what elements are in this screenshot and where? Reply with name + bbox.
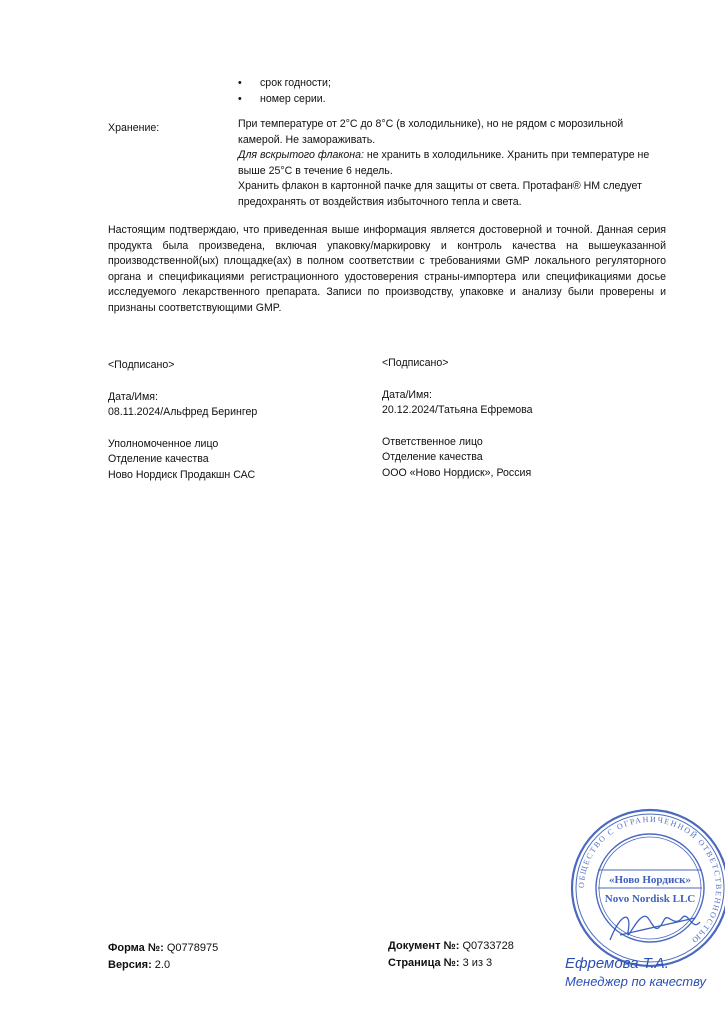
footer-document-info	[388, 938, 514, 972]
footer-form-info	[108, 940, 218, 974]
date-label: Дата/Имя:	[108, 390, 158, 403]
opened-vial-text: не хранить в холодильнике. Хранить при температуре не выше 25°C в течение 6 недель.	[238, 149, 650, 177]
bullet-list	[238, 76, 658, 108]
stamp-signer	[565, 955, 725, 990]
date-label: Дата/Имя:	[382, 388, 432, 401]
list-item-text: срок годности;	[260, 77, 331, 89]
page-number: Страница №: 3 из 3	[388, 957, 493, 969]
signed-mark: <Подписано>	[108, 359, 175, 371]
list-item	[238, 92, 658, 108]
list-item-text: номер серии.	[260, 93, 326, 105]
signer-company: ООО «Ново Нордиск», Россия	[382, 466, 532, 479]
seal-company-ru: «Ново Нордиск»	[608, 874, 692, 886]
version: Версия: 2.0	[108, 959, 171, 971]
signed-mark: <Подписано>	[382, 357, 449, 369]
storage-text	[238, 117, 660, 210]
seal-company-en: Novo Nordisk LLC	[604, 893, 696, 905]
confirmation-paragraph	[108, 223, 666, 316]
signature-block-right	[382, 356, 642, 481]
storage-line-1: При температуре от 2°C до 8°C (в холодильнике), но не рядом с морозильной камерой. Не замораживать.	[238, 118, 624, 146]
storage-label: Хранение:	[108, 122, 160, 134]
opened-vial-label: Для вскрытого флакона:	[238, 149, 364, 161]
seal-ring-text: ОБЩЕСТВО С ОГРАНИЧЕННОЙ ОТВЕТСТВЕННОСТЬЮ	[576, 814, 724, 946]
date-name: 20.12.2024/Татьяна Ефремова	[382, 404, 533, 416]
confirmation-text: Настоящим подтверждаю, что приведенная выше информация является достоверной и точной. Данная серия продукта была произведена, включая упаковку/маркировку и контроль качества на вышеуказанной производственной(ых) площадке(ах) в полном соответствии с требованиями GMP локального регуляторного органа и спецификациями регистрационного удостоверения страны-импортера или спецификациями досье исследуемого лекарственного препарата. Записи по производству, упаковке и анализу были проверены и признаны соответствующими GMP.	[108, 224, 666, 314]
stamp-signer-name: Ефремова Т.А.	[565, 955, 669, 972]
signer-department: Отделение качества	[108, 453, 209, 465]
form-number: Форма №: Q0778975	[108, 942, 219, 954]
company-seal-icon	[570, 800, 725, 975]
storage-line-2	[238, 148, 660, 179]
storage-line-3: Хранить флакон в картонной пачке для защиты от света. Протафан® НМ следует предохранять от воздействия избыточного тепла и света.	[238, 180, 642, 208]
bullet-icon: •	[238, 77, 242, 89]
date-name: 08.11.2024/Альфред Берингер	[108, 406, 258, 418]
signature-block-left	[108, 358, 368, 483]
list-item	[238, 76, 658, 92]
stamp-signer-role: Менеджер по качеству	[565, 974, 706, 989]
bullet-icon: •	[238, 93, 242, 105]
signer-role: Ответственное лицо	[382, 435, 483, 448]
signer-company: Ново Нордиск Продакшн САС	[108, 468, 256, 481]
document-number: Документ №: Q0733728	[388, 940, 514, 952]
signer-department: Отделение качества	[382, 451, 483, 463]
signer-role: Уполномоченное лицо	[108, 437, 219, 450]
